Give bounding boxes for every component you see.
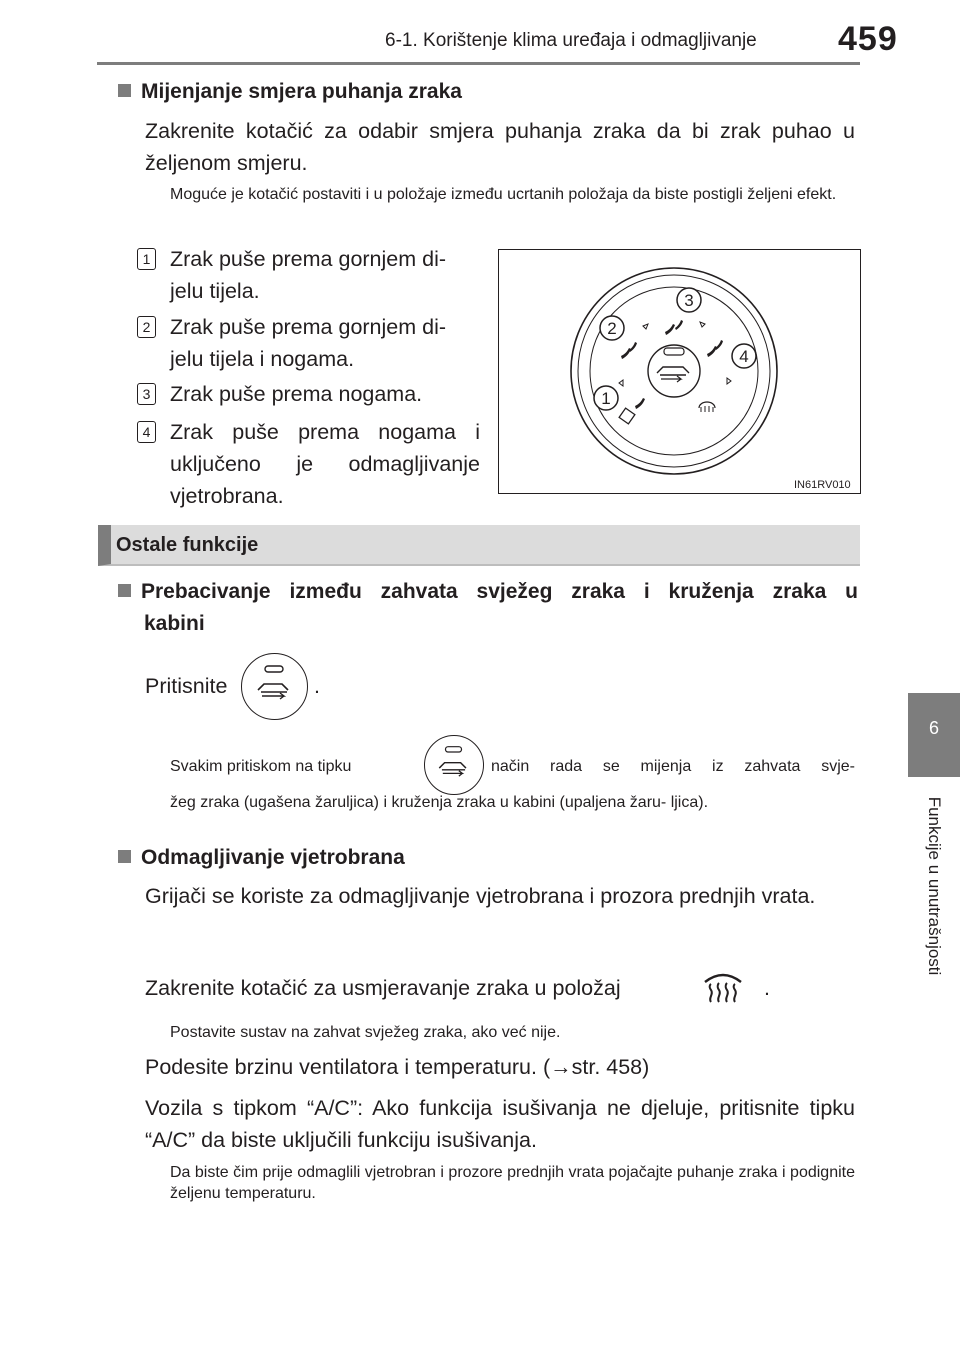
airflow-item-3-line1: Zrak puše prema nogama. [170, 382, 423, 406]
chapter-title-vertical [922, 786, 946, 986]
item-number-badge: 4 [137, 421, 156, 443]
section-bar [98, 525, 860, 566]
defog-step1-period: . [764, 976, 770, 1000]
airflow-item-1-line2: jelu tijela. [170, 279, 260, 303]
airflow-item-4-line1: Zrak puše prema nogama i [170, 420, 480, 444]
chapter-number: 6 [928, 718, 939, 738]
airflow-item-2-line2: jelu tijela i nogama. [170, 347, 355, 371]
defog-step2: Podesite brzinu ventilatora i temperaturu. (→str. 458) [145, 1055, 650, 1079]
air-direction-dial-icon [499, 250, 859, 492]
section-title: Ostale funkcije [116, 534, 259, 556]
chapter-title: Funkcije u unutrašnjosti [925, 796, 944, 976]
defog-step3-note: Da biste čim prije odmaglili vjetrobran i prozore prednjih vrata pojačajte puhanje zraka i podignite željenu temperaturu. [170, 1164, 855, 1202]
defog-step3: Vozila s tipkom “A/C”: Ako funkcija isušivanja ne djeluje, pritisnite tipku “A/C” da biste uključili funkciju isušivanja. [145, 1096, 855, 1152]
air-direction-figure [498, 249, 861, 494]
recirculation-button [241, 653, 308, 720]
item-number-badge: 1 [137, 248, 156, 270]
running-header-section: 6-1. Korištenje klima uređaja i odmagljivanje [385, 30, 757, 51]
figure-label-4: 4 [739, 347, 749, 366]
airflow-item-4-line3: vjetrobrana. [170, 484, 284, 508]
press-text: Pritisnite [145, 674, 228, 698]
recirc-note-middle [491, 756, 855, 777]
header-rule [97, 62, 860, 65]
item-number-badge: 2 [137, 316, 156, 338]
defog-heading [118, 846, 405, 870]
airflow-item-2-line1: Zrak puše prema gornjem di- [170, 315, 447, 339]
airflow-body: Zakrenite kotačić za odabir smjera puhanja zraka da bi zrak puhao u željenom smjeru. [145, 119, 855, 175]
figure-label-3: 3 [684, 291, 694, 310]
airflow-item-1 [170, 243, 480, 307]
heading-bullet-icon [118, 584, 131, 597]
press-period: . [314, 674, 320, 698]
defog-step1-note: Postavite sustav na zahvat svježeg zraka, ako već nije. [170, 1024, 561, 1041]
figure-label-2: 2 [607, 319, 617, 338]
figure-code: IN61RV010 [794, 479, 851, 491]
recirculation-button-icon [242, 654, 306, 718]
defog-body: Grijači se koriste za odmagljivanje vjetrobrana i prozora prednjih vrata. [145, 884, 816, 908]
airflow-item-4-line2: uključeno je odmagljivanje [170, 452, 480, 476]
recirc-note-rest: žeg zraka (ugašena žaruljica) i kruženja zraka u kabini (upaljena žaru- ljica). [170, 794, 709, 811]
recirc-heading-line2: kabini [144, 612, 205, 635]
recirc-heading [118, 576, 858, 640]
page-number: 459 [838, 20, 898, 58]
item-number-badge: 3 [137, 383, 156, 405]
heading-bullet-icon [118, 84, 131, 97]
airflow-item-3 [170, 378, 480, 410]
heading-bullet-icon [118, 850, 131, 863]
recirc-note-start: Svakim pritiskom na tipku [170, 758, 352, 775]
recirculation-button-icon [425, 736, 482, 793]
airflow-item-1-line1: Zrak puše prema gornjem di- [170, 247, 447, 271]
airflow-heading-text: Mijenjanje smjera puhanja zraka [141, 80, 462, 103]
airflow-heading [118, 80, 462, 104]
airflow-item-4 [170, 416, 480, 512]
recirc-note-after: način rada se mijenja iz zahvata svje- [491, 758, 855, 775]
windshield-defroster-icon [701, 968, 745, 1006]
figure-label-1: 1 [601, 389, 611, 408]
recirculation-button-small [424, 735, 484, 795]
airflow-item-2 [170, 311, 480, 375]
defog-step1: Zakrenite kotačić za usmjeravanje zraka u položaj [145, 976, 621, 1000]
recirc-heading-line1: Prebacivanje između zahvata svježeg zraka i kruženja zraka u [141, 580, 858, 603]
airflow-note: Moguće je kotačić postaviti i u položaje između ucrtanih položaja da biste postigli željeni efekt. [170, 186, 837, 203]
defog-heading-text: Odmagljivanje vjetrobrana [141, 846, 405, 869]
